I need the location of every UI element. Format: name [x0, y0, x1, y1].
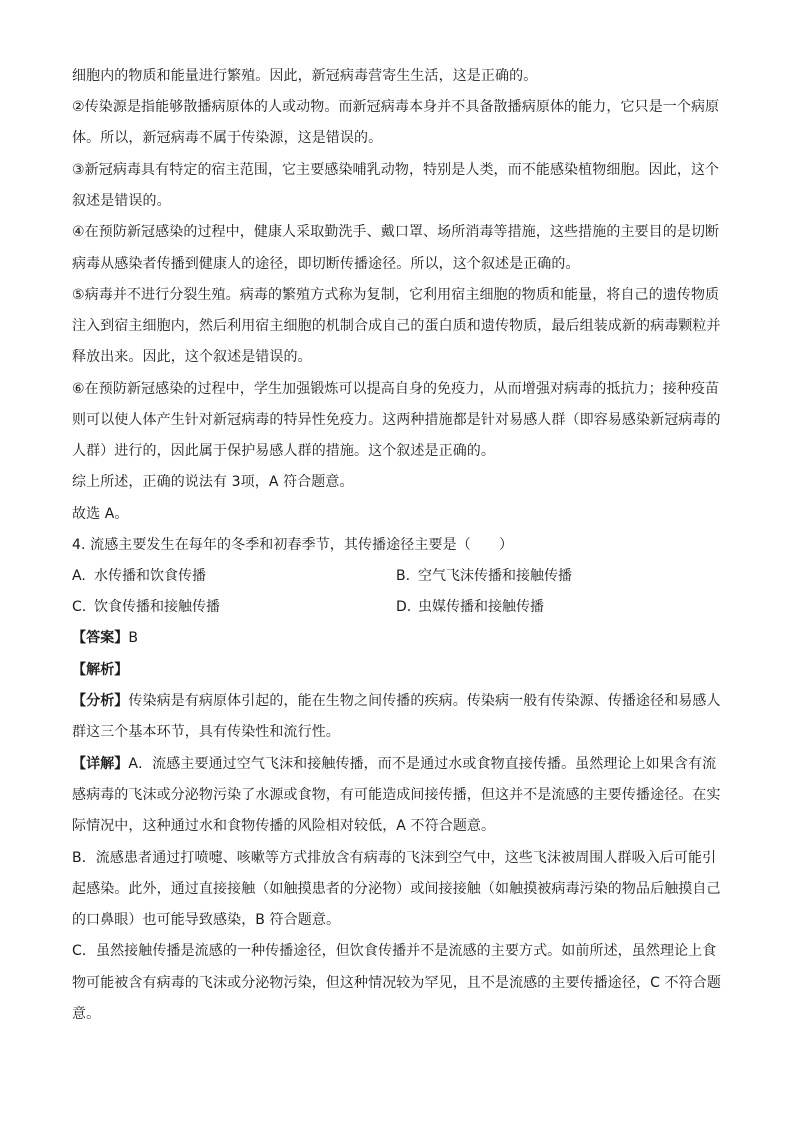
paragraph-line: 细胞内的物质和能量进行繁殖。因此，新冠病毒营寄生生活，这是正确的。	[72, 68, 538, 84]
option-a-key: A.	[72, 568, 86, 584]
answer-line	[72, 628, 732, 648]
option-c	[72, 597, 220, 617]
xiangjie-tag: 【详解】	[72, 756, 129, 772]
paragraph-line: 体。所以，新冠病毒不属于传染源，这是错误的。	[72, 130, 383, 146]
paragraph-line: 则可以使人体产生针对新冠病毒的特异性免疫力。这两种措施都是针对易感人群（即容易感染新冠病毒的	[72, 412, 721, 428]
paragraph-line: ⑤病毒并不进行分裂生殖。病毒的繁殖方式称为复制，它利用宿主细胞的物质和能量，将自己的遗传物质	[72, 287, 720, 303]
analysis-heading	[72, 660, 732, 680]
paragraph-line: C．虽然接触传播是流感的一种传播途径，但饮食传播并不是流感的主要方式。如前所述，虽然理论上食	[72, 943, 717, 959]
paragraph-line: ④在预防新冠感染的过程中，健康人采取勤洗手、戴口罩、场所消毒等措施，这些措施的主要目的是切断	[72, 224, 720, 240]
analysis-tag: 【解析】	[72, 662, 129, 678]
paragraph-line: ⑥在预防新冠感染的过程中，学生加强锻炼可以提高自身的免疫力，从而增强对病毒的抵抗力；接种疫苗	[72, 381, 720, 397]
answer-tag: 【答案】	[72, 630, 129, 646]
option-b-key: B.	[396, 568, 411, 584]
fenxi-line	[72, 691, 732, 711]
option-c-text: 饮食传播和接触传播	[94, 599, 220, 615]
option-a	[72, 566, 206, 586]
paragraph-line: B．流感患者通过打喷嚏、咳嗽等方式排放含有病毒的飞沫到空气中，这些飞沫被周围人群吸入后可能引	[72, 850, 717, 866]
fenxi-tag: 【分析】	[72, 693, 129, 709]
fenxi-text: 传染病是有病原体引起的，能在生物之间传播的疾病。传染病一般有传染源、传播途径和易感人	[128, 693, 721, 709]
option-b	[396, 566, 572, 586]
paragraph-line: 群这三个基本环节，具有传染性和流行性。	[72, 724, 340, 740]
paragraph-line: 物可能被含有病毒的飞沫或分泌物污染，但这种情况较为罕见，且不是流感的主要传播途径，C 不符合题	[72, 975, 721, 991]
paragraph-line: 际情况中，这种通过水和食物传播的风险相对较低，A 不符合题意。	[72, 818, 496, 834]
option-d-key: D.	[396, 599, 412, 615]
answer-value: B	[128, 630, 139, 646]
paragraph-line: ②传染源是指能够散播病原体的人或动物。而新冠病毒本身并不具备散播病原体的能力，它只是一个病原	[72, 99, 720, 115]
paragraph-line: 的口鼻眼）也可能导致感染，B 符合题意。	[72, 912, 341, 928]
paragraph-line: 注入到宿主细胞内，然后利用宿主细胞的机制合成自己的蛋白质和遗传物质，最后组装成新的病毒颗粒并	[72, 318, 721, 334]
paragraph-line: ③新冠病毒具有特定的宿主范围，它主要感染哺乳动物，特别是人类，而不能感染植物细胞。因此，这个	[72, 162, 720, 178]
paragraph-line: 意。	[72, 1006, 101, 1022]
paragraph-line: 起感染。此外，通过直接接触（如触摸患者的分泌物）或间接接触（如触摸被病毒污染的物品后触摸自己	[72, 881, 721, 897]
question-4-stem: 4. 流感主要发生在每年的冬季和初春季节，其传播途径主要是（ ）	[72, 537, 514, 553]
paragraph-line: 叙述是错误的。	[72, 193, 171, 209]
option-a-text: 水传播和饮食传播	[94, 568, 206, 584]
paragraph-line: 人群）进行的，因此属于保护易感人群的措施。这个叙述是正确的。	[72, 443, 495, 459]
option-d	[396, 597, 544, 617]
paragraph-line: 病毒从感染者传播到健康人的途径，即切断传播途径。所以，这个叙述是正确的。	[72, 256, 580, 272]
paragraph-line: 感病毒的飞沫或分泌物污染了水源或食物，有可能造成间接传播，但这并不是流感的主要传播途径。在实	[72, 787, 721, 803]
option-c-key: C.	[72, 599, 87, 615]
option-b-text: 空气飞沫传播和接触传播	[418, 568, 572, 584]
xiangjie-text: A．流感主要通过空气飞沫和接触传播，而不是通过水或食物直接传播。虽然理论上如果含有流	[128, 756, 717, 772]
paragraph-line: 故选 A。	[72, 506, 129, 522]
option-d-text: 虫媒传播和接触传播	[418, 599, 544, 615]
paragraph-line: 释放出来。因此，这个叙述是错误的。	[72, 349, 312, 365]
paragraph-line: 综上所述，正确的说法有 3项，A 符合题意。	[72, 474, 354, 490]
xiangjie-line	[72, 754, 732, 774]
